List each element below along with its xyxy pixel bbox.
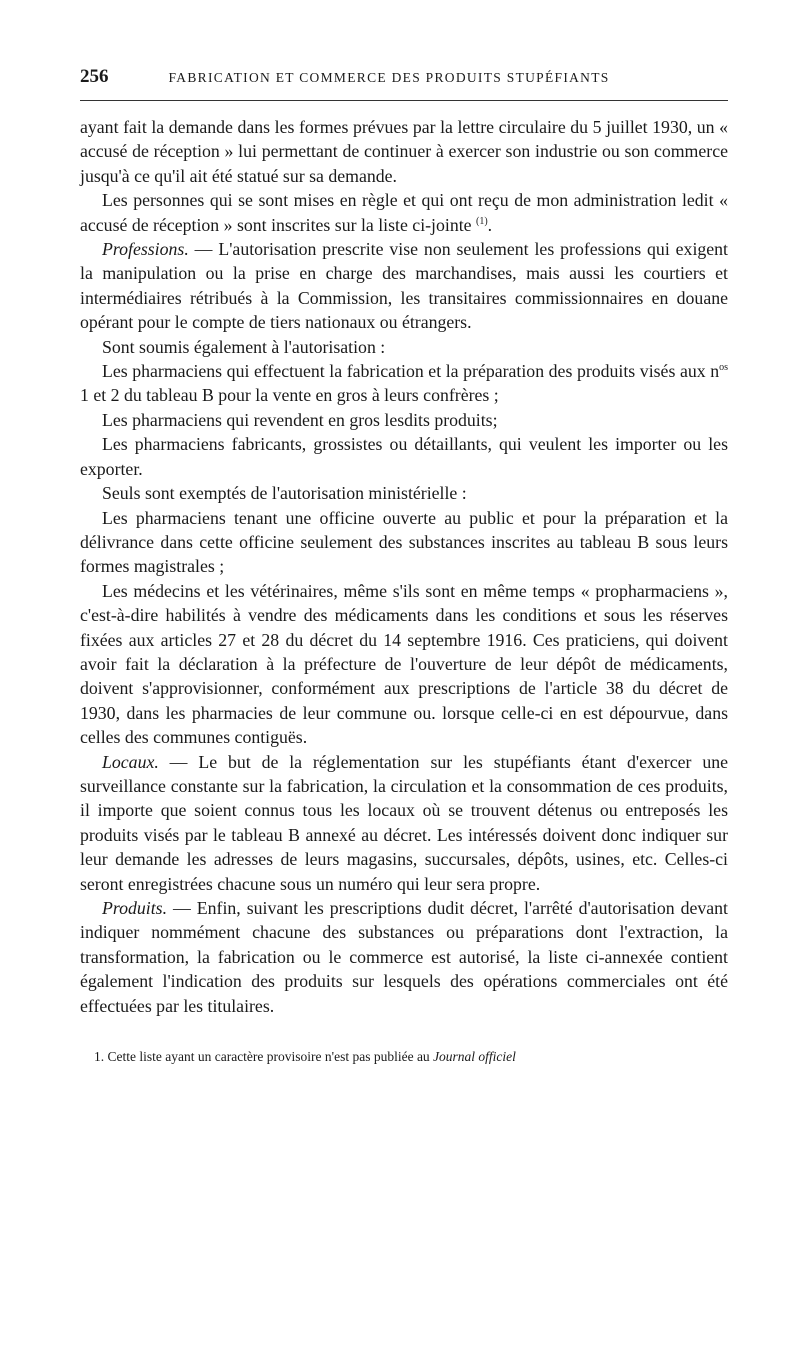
paragraph: Les pharmaciens qui effectuent la fabrication et la préparation des produits visés aux $n^{os}$ 1 et 2 du tableau B pour la vente en gros à leurs confrères ; bbox=[80, 361, 728, 406]
footnote-number: 1. bbox=[94, 1049, 105, 1065]
running-head: FABRICATION ET COMMERCE DES PRODUITS STUPÉFIANTS bbox=[168, 70, 610, 85]
paragraph: ayant fait la demande dans les formes prévues par la lettre circulaire du 5 juillet 1930, un « accusé de réception » lui permettant de continuer à exercer son industrie ou son commerce jusqu'à ce qu'il ait été statué sur sa demande. bbox=[80, 117, 728, 186]
section-lead: Locaux. bbox=[102, 751, 159, 772]
paragraph: Les pharmaciens fabricants, grossistes ou détaillants, qui veulent les importer ou les exporter. bbox=[80, 434, 728, 479]
footnote: 1. Cette liste ayant un caractère provisoire n'est pas publiée au Journal officiel bbox=[94, 1049, 516, 1065]
document-page bbox=[80, 66, 728, 1066]
paragraph: Les personnes qui se sont mises en règle et qui ont reçu de mon administration ledit « accusé de réception » sont inscrites sur la liste ci-jointe $^{(1)}$. bbox=[80, 190, 728, 235]
section-lead: Professions. bbox=[102, 239, 189, 260]
section-lead: Produits. bbox=[102, 898, 168, 918]
page-number: 256 bbox=[80, 66, 109, 87]
paragraph: Produits. — Enfin, suivant les prescriptions dudit décret, l'arrêté d'autorisation devant indiquer nommément chacune des substances ou préparations dont l'extraction, la transformation, la fabrication ou le commerce est autorisé, la liste ci-annexée contient également l'indication des produits sur lesquels des opérations commerciales ont été effectuées par les titulaires. bbox=[80, 898, 728, 1016]
paragraph: Locaux. — Le but de la réglementation sur les stupéfiants étant d'exercer une surveillance constante sur la fabrication, la circulation et la consommation de ces produits, il importe que soient connus tous les locaux où se trouvent détenus ou entreposés les produits visés par le tableau B annexé au décret. Les intéressés doivent donc indiquer sur leur demande les adresses de leurs magasins, succursales, dépôts, usines, etc. Celles-ci seront enregistrées chacune sous un numéro qui leur sera propre. bbox=[80, 751, 728, 894]
paragraph: Les pharmaciens tenant une officine ouverte au public et pour la préparation et la délivrance dans cette officine seulement des substances inscrites au tableau B sous leurs formes magistrales ; bbox=[80, 507, 728, 577]
paragraph: Professions. — L'autorisation prescrite vise non seulement les professions qui exigent la manipulation ou la prise en charge des marchandises, mais aussi les courtiers et intermédiaires rétribués à la Commission, les transitaires commissionnaires en douane opérant pour le compte de tiers nationaux ou étrangers. bbox=[80, 239, 728, 333]
paragraph: Les médecins et les vétérinaires, même s'ils sont en même temps « propharmaciens », c'est-à-dire habilités à vendre des médicaments dans les conditions et sous les réserves fixées aux articles 27 et 28 du décret du 14 septembre 1916. Ces praticiens, qui doivent avoir fait la déclaration à la préfecture de l'ouverture de leur dépôt de médicaments, doivent s'approvisionner, conformément aux prescriptions de l'article 38 du décret de 1930, dans les pharmacies de leur commune ou. lorsque celle-ci en est dépourvue, dans celles des communes contiguës. bbox=[80, 580, 728, 748]
paragraph: Les pharmaciens qui revendent en gros lesdits produits; bbox=[102, 409, 498, 430]
footnote-ref: (1) bbox=[476, 215, 488, 227]
page-header bbox=[80, 66, 728, 101]
paragraph: Seuls sont exemptés de l'autorisation ministérielle : bbox=[102, 483, 467, 504]
paragraph: Sont soumis également à l'autorisation : bbox=[102, 336, 386, 357]
